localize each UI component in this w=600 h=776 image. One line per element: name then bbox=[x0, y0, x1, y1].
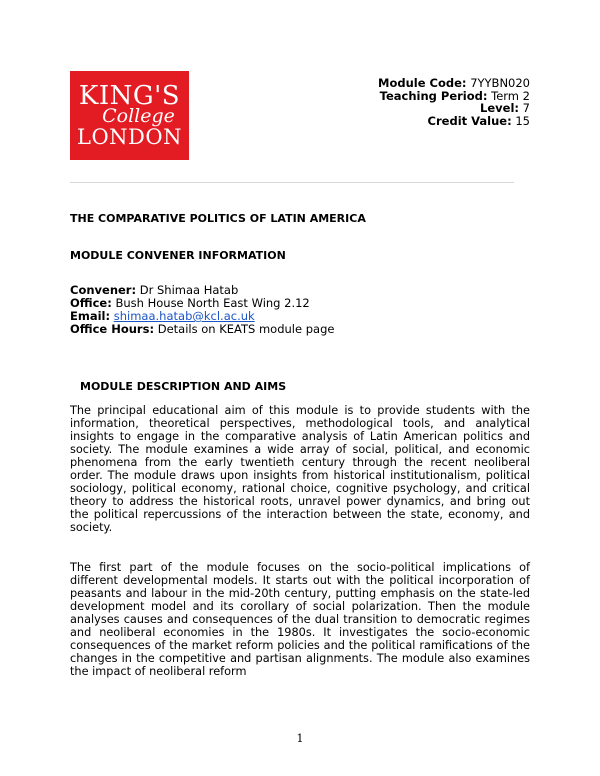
page-number: 1 bbox=[296, 732, 304, 745]
credit-value-value: 15 bbox=[515, 113, 530, 128]
kings-college-london-logo bbox=[70, 71, 189, 160]
convener-label: Convener: bbox=[70, 283, 137, 297]
teaching-period-value: Term 2 bbox=[491, 88, 530, 103]
module-meta bbox=[378, 77, 530, 127]
office-label: Office: bbox=[70, 296, 112, 310]
module-code-value: 7YYBN020 bbox=[470, 76, 530, 90]
header-divider bbox=[70, 182, 514, 183]
level-label: Level: bbox=[480, 101, 520, 115]
office-value: Bush House North East Wing 2.12 bbox=[115, 296, 310, 310]
office-hours-value: Details on KEATS module page bbox=[157, 322, 335, 336]
module-code-label: Module Code: bbox=[378, 76, 467, 90]
office-hours-row bbox=[70, 323, 334, 336]
description-paragraph-1: The principal educational aim of this module is to provide students with the information, theoretical perspectives, methodological tools, and analytical insights to engage in the comparative analysis of Latin American politics and society. The module examines a wide array of social, political, and economic phenomena from the early twentieth century through the recent neoliberal order. The module draws upon insights from historical institutionalism, political sociology, political economy, rational choice, cognitive psychology, and critical theory to address the historical roots, unravel power dynamics, and bring out the political repercussions of the interaction between the state, economy, and society. bbox=[70, 404, 530, 534]
logo-line-college: College bbox=[102, 105, 175, 127]
email-link[interactable]: shimaa.hatab@kcl.ac.uk bbox=[113, 309, 255, 323]
logo-line-kings: KING'S bbox=[78, 81, 181, 111]
convener-value: Dr Shimaa Hatab bbox=[139, 283, 239, 297]
convener-heading: MODULE CONVENER INFORMATION bbox=[70, 249, 286, 262]
convener-info bbox=[70, 284, 334, 336]
teaching-period-label: Teaching Period: bbox=[379, 88, 488, 103]
credit-value-label: Credit Value: bbox=[427, 113, 512, 128]
level-value: 7 bbox=[522, 101, 530, 115]
description-paragraph-2: The first part of the module focuses on the socio-political implications of different developmental models. It starts out with the political incorporation of peasants and labour in the mid-20th century, putting emphasis on the state-led development model and its corollary of social polarization. Then the module analyses causes and consequences of the dual transition to democratic regimes and neoliberal economies in the 1980s. It investigates the socio-economic consequences of the market reform policies and the political ramifications of the changes in the competitive and partisan alignments. The module also examines the impact of neoliberal reform bbox=[70, 561, 530, 678]
description-heading: MODULE DESCRIPTION AND AIMS bbox=[80, 380, 287, 393]
logo-line-london: LONDON bbox=[77, 125, 182, 149]
credit-value-row bbox=[378, 115, 530, 128]
email-label: Email: bbox=[70, 309, 111, 323]
document-title: THE COMPARATIVE POLITICS OF LATIN AMERICA bbox=[70, 212, 366, 225]
office-hours-label: Office Hours: bbox=[70, 322, 155, 336]
